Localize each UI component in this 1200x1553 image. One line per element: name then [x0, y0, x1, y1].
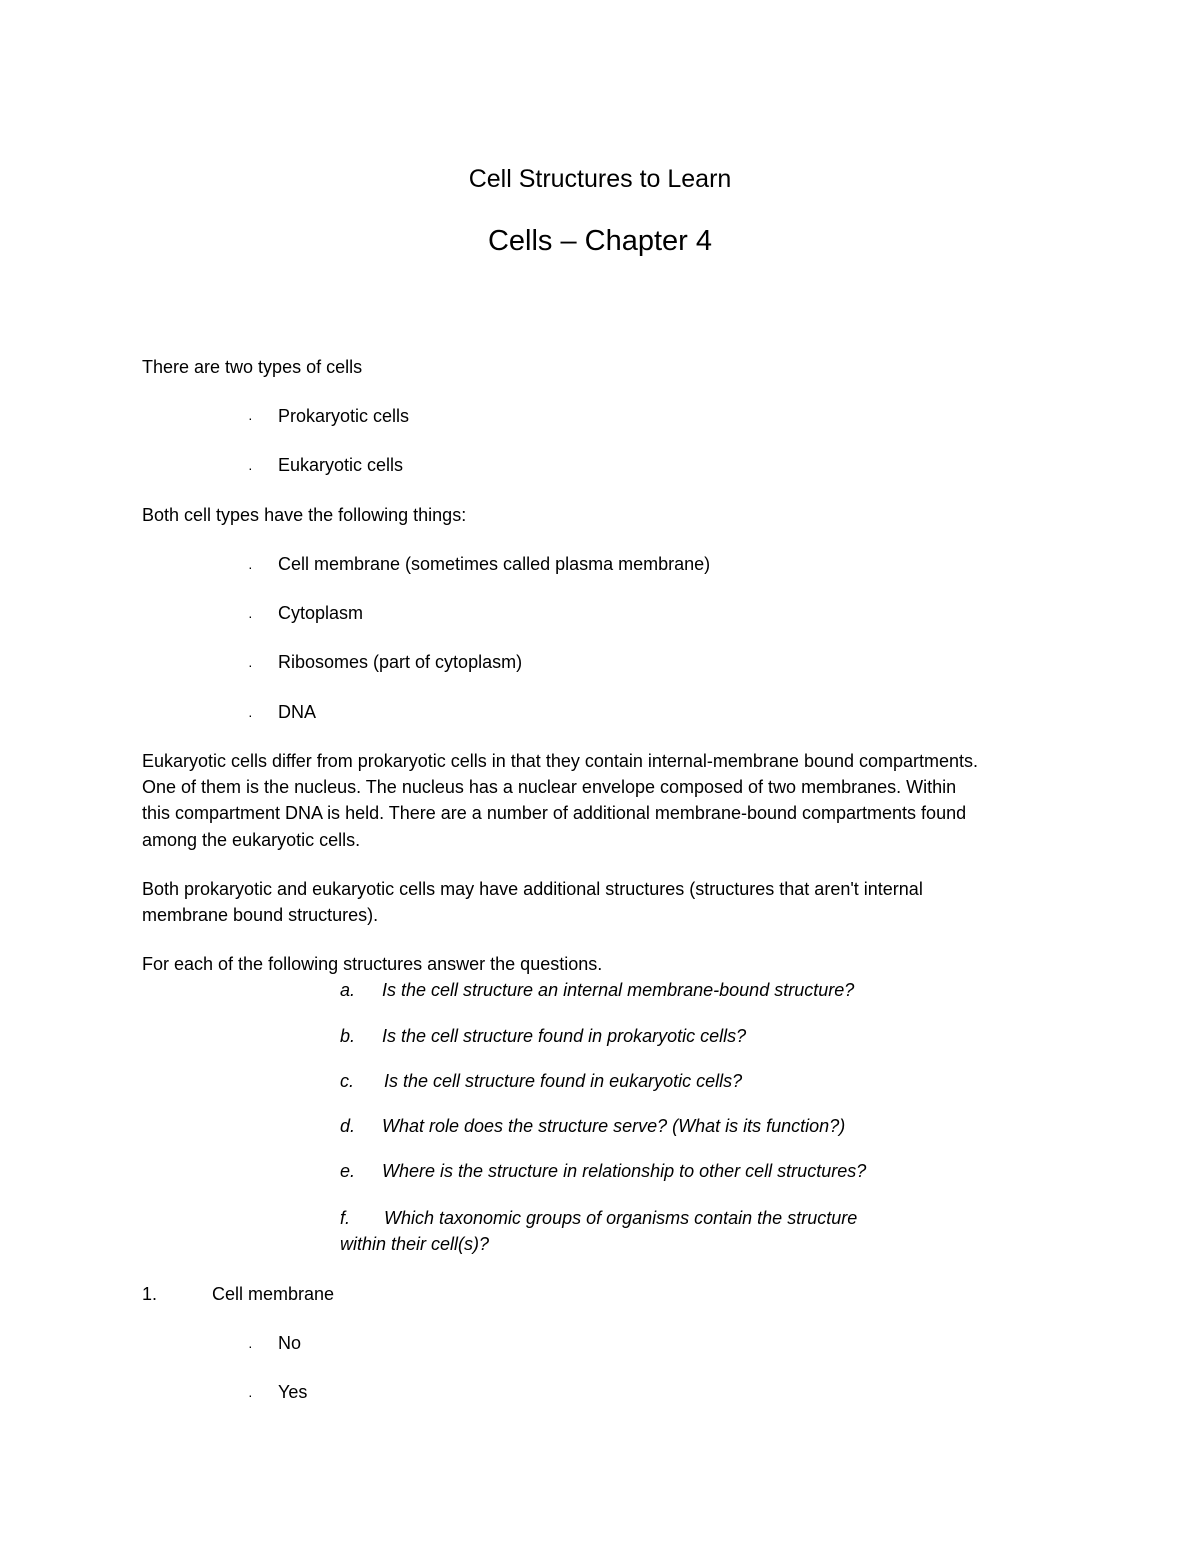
- bullet-dot: ·: [248, 608, 253, 624]
- bullet-dot: ·: [248, 460, 253, 476]
- bullet-dot: ·: [248, 707, 253, 723]
- question-c: Is the cell structure found in eukaryotic cells?: [384, 1071, 743, 1091]
- question-letter: a.: [340, 980, 356, 1000]
- paragraph-line: this compartment DNA is held. There are a number of additional membrane-bound compartments found: [142, 803, 967, 823]
- paragraph-line: Both prokaryotic and eukaryotic cells may have additional structures (structures that aren't internal: [142, 879, 923, 899]
- question-letter: e.: [340, 1161, 356, 1181]
- paragraph-line: One of them is the nucleus. The nucleus has a nuclear envelope composed of two membranes. Within: [142, 777, 957, 797]
- bullet-dot: ·: [248, 410, 253, 426]
- questions-intro: For each of the following structures answer the questions.: [142, 954, 603, 974]
- question-d: What role does the structure serve? (What is its function?): [382, 1116, 846, 1136]
- question-f: Which taxonomic groups of organisms contain the structure: [384, 1208, 858, 1228]
- list-item-eukaryotic: Eukaryotic cells: [278, 455, 404, 475]
- intro-text: There are two types of cells: [142, 357, 363, 377]
- answer-item: No: [278, 1333, 302, 1353]
- answer-item: Yes: [278, 1382, 308, 1402]
- item-number: 1.: [142, 1284, 158, 1304]
- bullet-dot: ·: [248, 657, 253, 673]
- shared-heading: Both cell types have the following things:: [142, 505, 467, 525]
- question-letter: c.: [340, 1071, 355, 1091]
- question-a: Is the cell structure an internal membrane-bound structure?: [382, 980, 855, 1000]
- page-title: Cell Structures to Learn: [468, 165, 732, 193]
- question-e: Where is the structure in relationship to other cell structures?: [382, 1161, 867, 1181]
- list-item-prokaryotic: Prokaryotic cells: [278, 406, 410, 426]
- list-item-dna: DNA: [278, 702, 317, 722]
- paragraph-line: Eukaryotic cells differ from prokaryotic cells in that they contain internal-membrane bound compartments.: [142, 751, 979, 771]
- bullet-dot: ·: [248, 559, 253, 575]
- chapter-subtitle: Cells – Chapter 4: [487, 225, 713, 257]
- paragraph-line: among the eukaryotic cells.: [142, 830, 361, 850]
- question-letter: d.: [340, 1116, 356, 1136]
- question-f-continuation: within their cell(s)?: [340, 1234, 490, 1254]
- bullet-dot: ·: [248, 1338, 253, 1354]
- question-letter: f.: [340, 1208, 351, 1228]
- question-b: Is the cell structure found in prokaryotic cells?: [382, 1026, 747, 1046]
- item-label: Cell membrane: [212, 1284, 335, 1304]
- list-item-cell-membrane: Cell membrane (sometimes called plasma membrane): [278, 554, 711, 574]
- bullet-dot: ·: [248, 1387, 253, 1403]
- paragraph-line: membrane bound structures).: [142, 905, 379, 925]
- question-letter: b.: [340, 1026, 356, 1046]
- list-item-cytoplasm: Cytoplasm: [278, 603, 364, 623]
- list-item-ribosomes: Ribosomes (part of cytoplasm): [278, 652, 523, 672]
